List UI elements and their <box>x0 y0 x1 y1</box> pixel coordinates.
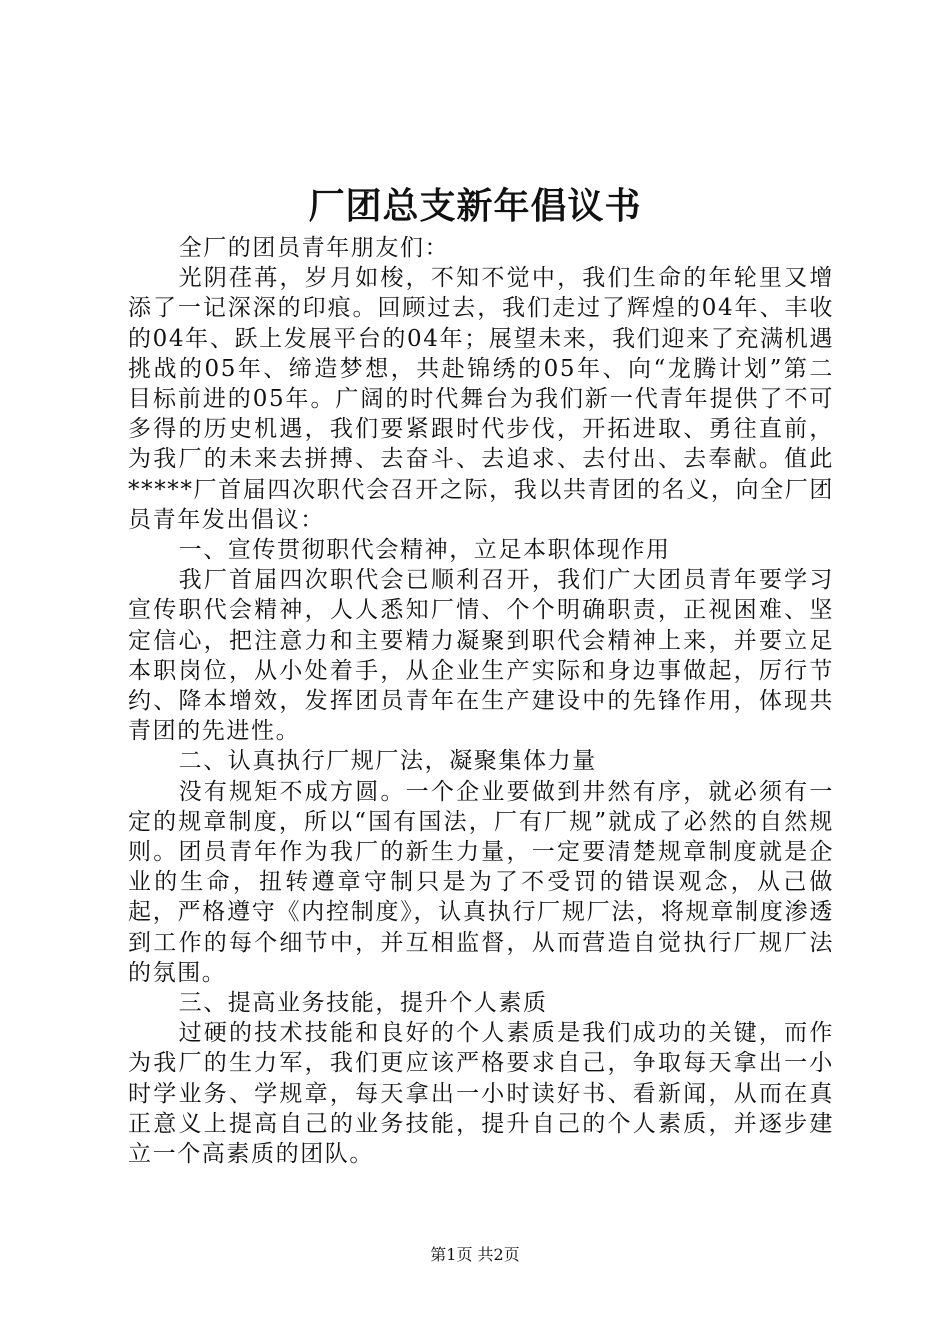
section-heading-3: 三、提高业务技能，提升个人素质 <box>178 990 548 1017</box>
section-heading-2: 二、认真执行厂规厂法，凝聚集体力量 <box>178 748 597 775</box>
section-heading-1: 一、宣传贯彻职代会精神，立足本职体现作用 <box>178 537 671 564</box>
page-number-footer: 第1页 共2页 <box>430 1245 520 1264</box>
document-title: 厂团总支新年倡议书 <box>308 185 642 227</box>
paragraph-section-1: 我厂首届四次职代会已顺利召开，我们广大团员青年要学习宣传职代会精神，人人悉知厂情、个个明确职责，正视困难、坚定信心，把注意力和主要精力凝聚到职代会精神上来，并要立足本职岗位，从小处着手，从企业生产实际和身边事做起，厉行节约、降本增效，发挥团员青年在生产建设中的先锋作用，体现共青团的先进性。 <box>128 567 834 745</box>
document-body <box>128 233 834 1169</box>
paragraph-section-2: 没有规矩不成方圆。一个企业要做到井然有序，就必须有一定的规章制度，所以“国有国法，厂有厂规”就成了必然的自然规则。团员青年作为我厂的新生力量，一定要清楚规章制度就是企业的生命，扭转遵章守制只是为了不受罚的错误观念，从己做起，严格遵守《内控制度》，认真执行厂规厂法，将规章制度渗透到工作的每个细节中，并互相监督，从而营造自觉执行厂规厂法的氛围。 <box>128 778 834 986</box>
greeting: 全厂的团员青年朋友们： <box>178 235 450 261</box>
paragraph-intro: 光阴荏苒，岁月如梭，不知不觉中，我们生命的年轮里又增添了一记深深的印痕。回顾过去，我们走过了辉煌的04年、丰收的04年、跃上发展平台的04年；展望未来，我们迎来了充满机遇挑战的05年、缔造梦想，共赴锦绣的05年、向“龙腾计划”第二目标前进的05年。广阔的时代舞台为我们新一代青年提供了不可多得的历史机遇，我们要紧跟时代步伐，开拓进取、勇往直前，为我厂的未来去拼搏、去奋斗、去追求、去付出、去奉献。值此*****厂首届四次职代会召开之际，我以共青团的名义，向全厂团员青年发出倡议： <box>128 265 834 533</box>
paragraph-section-3: 过硬的技术技能和良好的个人素质是我们成功的关键，而作为我厂的生力军，我们更应该严格要求自己，争取每天拿出一小时学业务、学规章，每天拿出一小时读好书、看新闻，从而在真正意义上提高自己的业务技能，提升自己的个人素质，并逐步建立一个高素质的团队。 <box>128 1020 834 1168</box>
